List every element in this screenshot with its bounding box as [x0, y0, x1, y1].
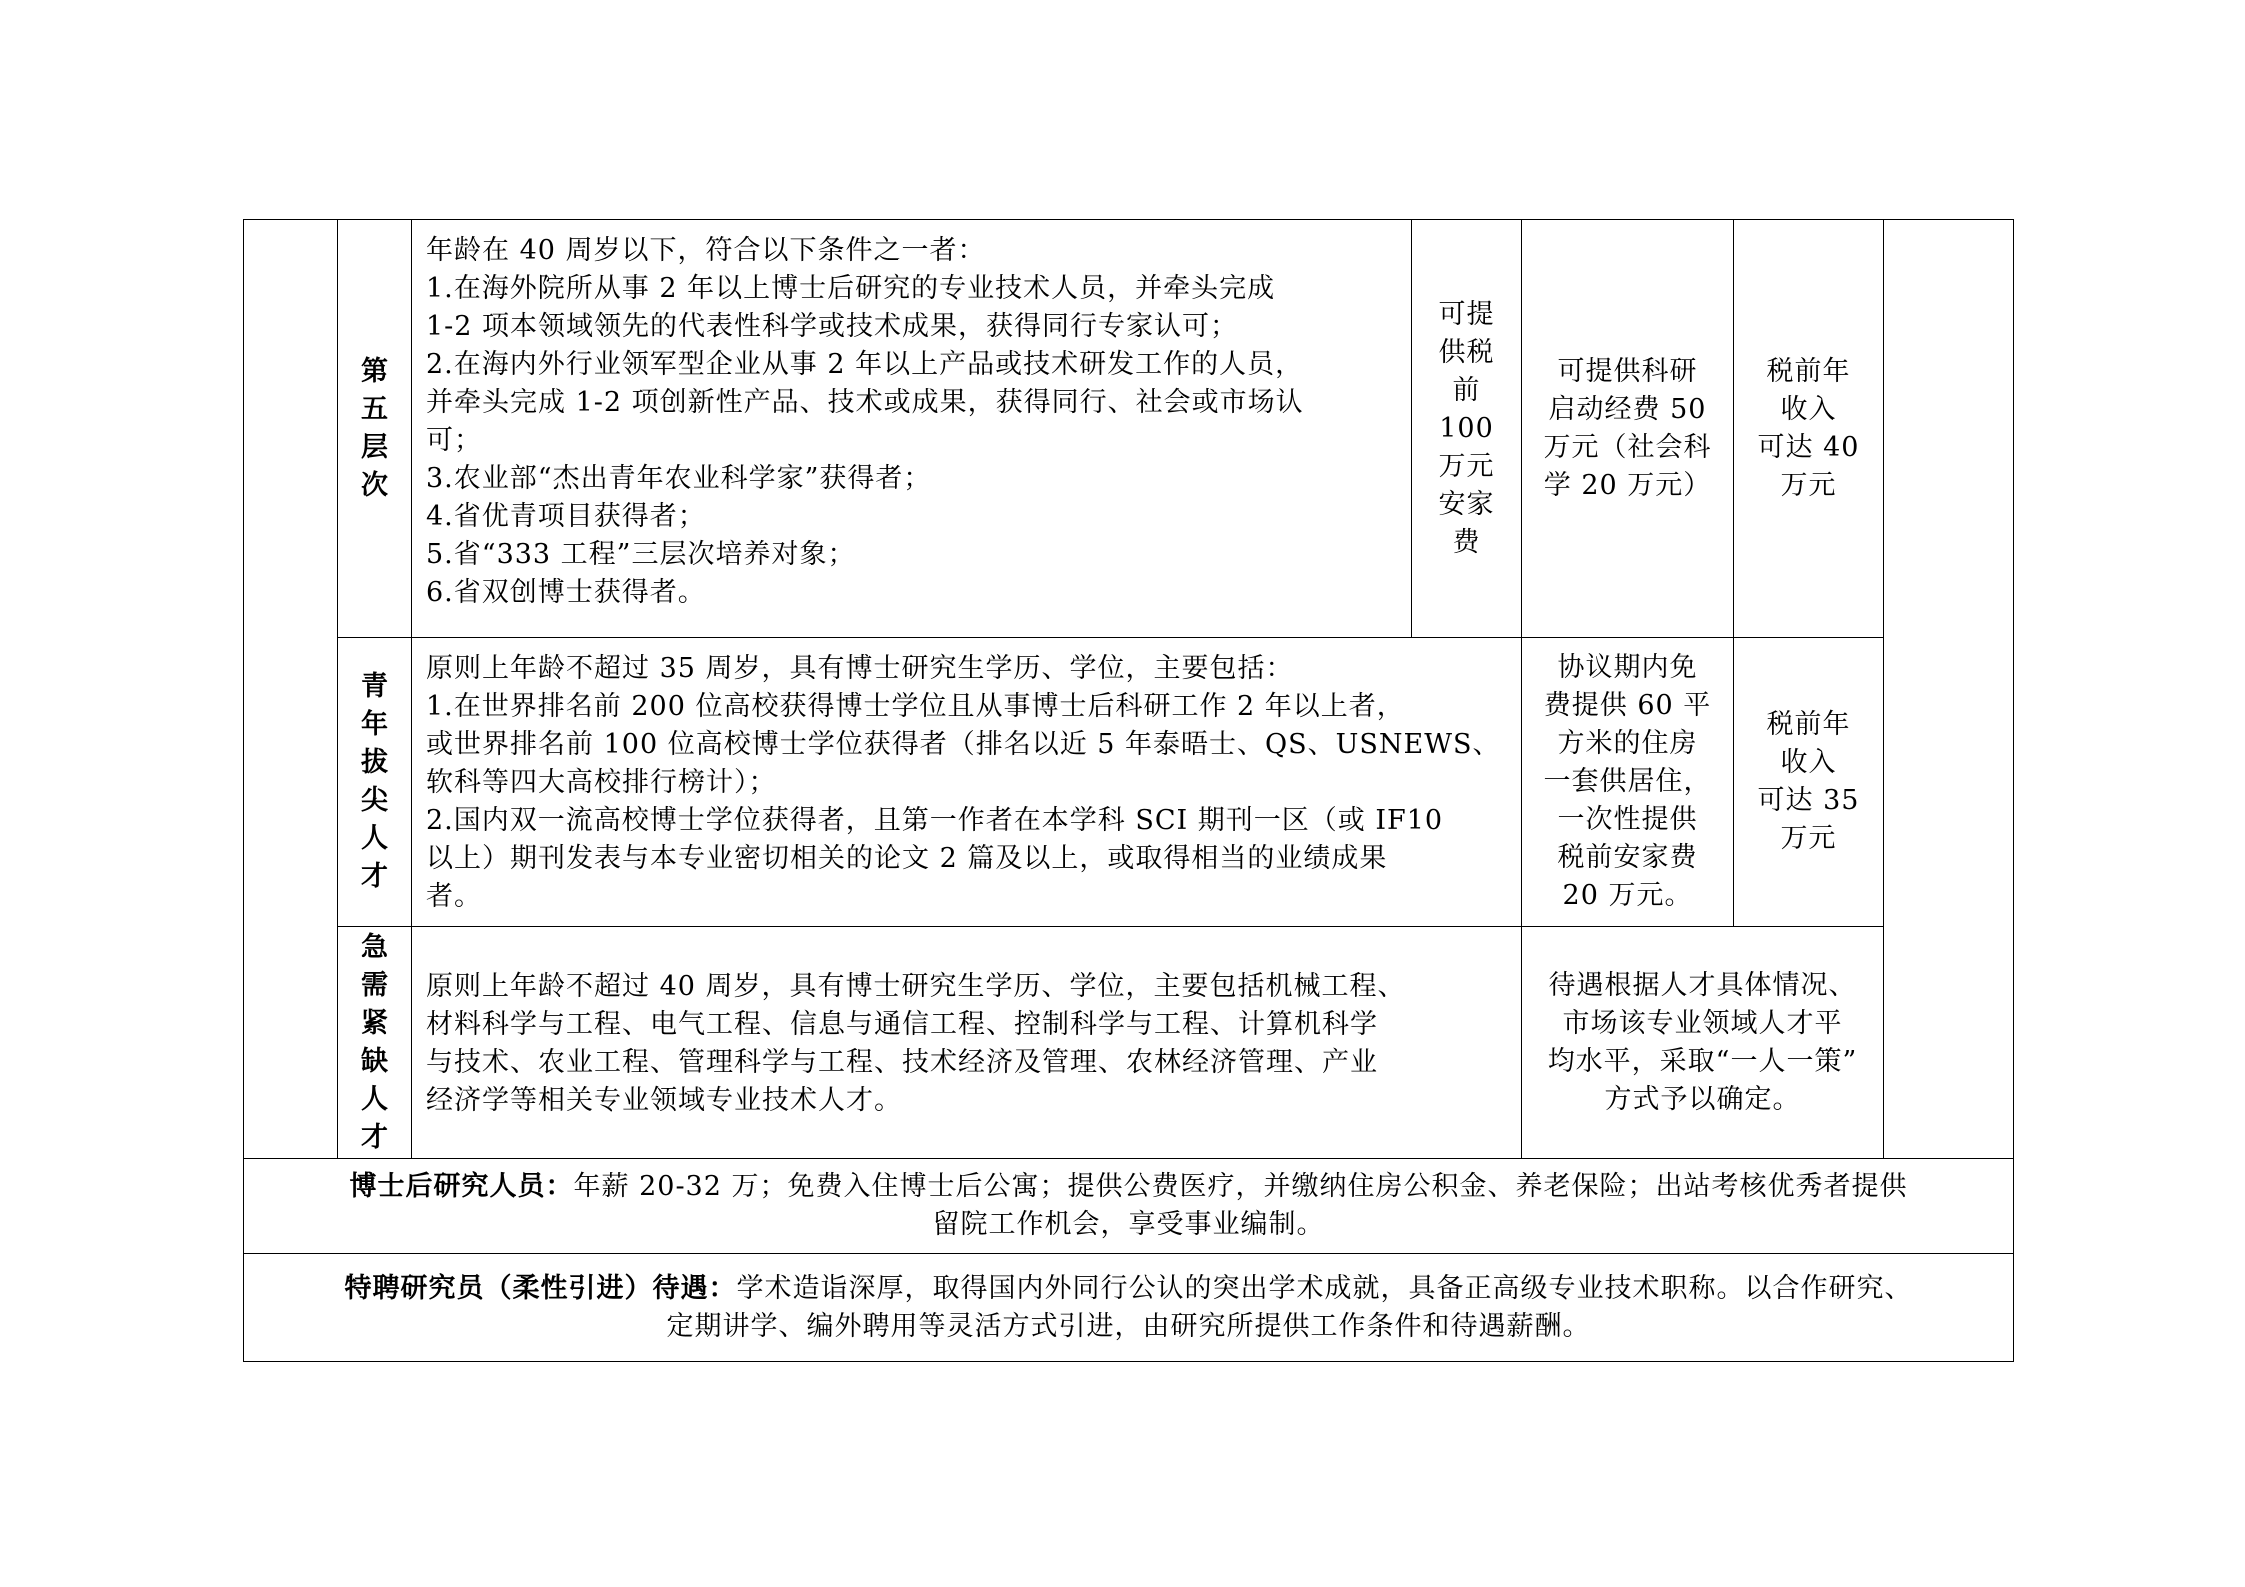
requirement-line: 或世界排名前 100 位高校博士学位获得者（排名以近 5 年泰晤士、QS、USNEWS、 [426, 729, 1501, 760]
requirement-line: 可； [426, 425, 482, 456]
requirement-line: 与技术、农业工程、管理科学与工程、技术经济及管理、农林经济管理、产业 [426, 1046, 1378, 1078]
special-researcher-cell [244, 1254, 2014, 1362]
income-line: 万元 [1780, 823, 1837, 854]
income-line: 税前年 [1766, 355, 1851, 387]
income-line: 万元 [1780, 469, 1837, 501]
housing-line: 一次性提供 [1557, 804, 1698, 835]
requirement-line: 者。 [426, 881, 482, 912]
postdoc-label: 博士后研究人员： [349, 1171, 574, 1202]
treatment-line: 均水平，采取“一人一策” [1547, 1045, 1858, 1077]
requirement-line: 5.省“333 工程”三层次培养对象； [426, 539, 856, 570]
young-talent-label [338, 638, 412, 927]
settle-fee-line: 万元 [1438, 450, 1495, 482]
housing-line: 协议期内免 [1557, 652, 1698, 683]
requirement-line: 并牵头完成 1-2 项创新性产品、技术或成果，获得同行、社会或市场认 [426, 387, 1304, 418]
label-char: 尖 [361, 785, 388, 816]
requirement-line: 1.在海外院所从事 2 年以上博士后研究的专业技术人员，并牵头完成 [426, 273, 1276, 304]
special-researcher-row [244, 1254, 2014, 1362]
urgent-talent-requirements [412, 927, 1522, 1159]
research-fund-line: 万元（社会科 [1543, 431, 1712, 463]
housing-line: 费提供 60 平 [1543, 690, 1712, 721]
postdoc-line1 [256, 1168, 2001, 1206]
postdoc-line2: 留院工作机会，享受事业编制。 [932, 1209, 1325, 1240]
requirement-line: 1-2 项本领域领先的代表性科学或技术成果，获得同行专家认可； [426, 311, 1239, 342]
requirement-line: 原则上年龄不超过 35 周岁，具有博士研究生学历、学位，主要包括： [426, 653, 1294, 684]
requirement-line: 3.农业部“杰出青年农业科学家”获得者； [426, 463, 932, 494]
urgent-talent-row [244, 927, 2014, 1159]
label-char: 年 [361, 709, 388, 740]
tier5-requirements [412, 220, 1412, 638]
postdoc-cell [244, 1159, 2014, 1254]
requirement-line: 4.省优青项目获得者； [426, 501, 706, 532]
requirement-line: 软科等四大高校排行榜计）； [426, 767, 777, 798]
research-fund-line: 启动经费 50 [1548, 393, 1707, 425]
housing-line: 20 万元。 [1562, 880, 1693, 911]
young-talent-housing [1522, 638, 1734, 927]
research-fund-line: 可提供科研 [1557, 355, 1698, 387]
label-char: 人 [361, 1083, 388, 1115]
settle-fee-line: 可提 [1438, 298, 1495, 330]
settle-fee-line: 安家 [1438, 488, 1495, 520]
treatment-line: 方式予以确定。 [1604, 1083, 1801, 1115]
income-line: 可达 35 [1757, 785, 1860, 816]
requirement-line: 年龄在 40 周岁以下，符合以下条件之一者： [426, 235, 986, 266]
settle-fee-line: 100 [1439, 412, 1494, 444]
housing-line: 税前安家费 [1557, 842, 1698, 873]
label-char: 缺 [361, 1045, 388, 1077]
settle-fee-line: 前 [1452, 374, 1481, 406]
postdoc-row [244, 1159, 2014, 1254]
postdoc-text1: 年薪 20-32 万；免费入住博士后公寓；提供公费医疗，并缴纳住房公积金、养老保险；出站考核优秀者提供 [573, 1171, 1908, 1202]
income-line: 可达 40 [1757, 431, 1860, 463]
housing-line: 一套供居住， [1543, 766, 1712, 797]
tier5-income [1734, 220, 1884, 638]
tier5-settle-fee [1412, 220, 1522, 638]
treatment-line: 市场该专业领域人才平 [1562, 1007, 1843, 1039]
label-char: 紧 [361, 1007, 388, 1039]
label-char: 急 [361, 931, 388, 963]
tier5-label [338, 220, 412, 638]
requirement-line: 原则上年龄不超过 40 周岁，具有博士研究生学历、学位，主要包括机械工程、 [426, 970, 1406, 1002]
special-line2: 定期讲学、编外聘用等灵活方式引进，由研究所提供工作条件和待遇薪酬。 [666, 1310, 1591, 1342]
label-char: 青 [361, 671, 388, 702]
young-talent-requirements [412, 638, 1522, 927]
special-text1: 学术造诣深厚，取得国内外同行公认的突出学术成就，具备正高级专业技术职称。以合作研究、 [736, 1272, 1913, 1304]
requirement-line: 以上）期刊发表与本专业密切相关的论文 2 篇及以上，或取得相当的业绩成果 [426, 843, 1388, 874]
special-researcher-label: 特聘研究员（柔性引进）待遇： [344, 1272, 737, 1304]
treatment-line: 待遇根据人才具体情况、 [1548, 969, 1857, 1001]
tier5-row [244, 220, 2014, 638]
settle-fee-line: 费 [1452, 526, 1481, 558]
requirement-line: 2.国内双一流高校博士学位获得者，且第一作者在本学科 SCI 期刊一区（或 IF10 [426, 805, 1444, 836]
housing-line: 方米的住房 [1557, 728, 1698, 759]
urgent-talent-treatment [1522, 927, 1884, 1159]
label-char: 人 [361, 823, 388, 854]
category-cell-empty [244, 220, 338, 1159]
label-char: 层 [361, 431, 388, 463]
talent-policy-table [243, 219, 2014, 1362]
requirement-line: 材料科学与工程、电气工程、信息与通信工程、控制科学与工程、计算机科学 [426, 1008, 1378, 1040]
label-char: 需 [361, 969, 388, 1001]
requirement-line: 6.省双创博士获得者。 [426, 577, 706, 608]
young-talent-row [244, 638, 2014, 927]
label-char: 拔 [361, 747, 388, 778]
remarks-cell-empty [1884, 220, 2014, 1159]
label-char: 五 [361, 393, 388, 425]
special-line1 [256, 1270, 2001, 1308]
requirement-line: 2.在海内外行业领军型企业从事 2 年以上产品或技术研发工作的人员， [426, 349, 1304, 380]
label-char: 次 [361, 469, 388, 501]
requirement-line: 1.在世界排名前 200 位高校获得博士学位且从事博士后科研工作 2 年以上者， [426, 691, 1405, 722]
label-char: 才 [361, 1121, 388, 1153]
settle-fee-line: 供税 [1438, 336, 1495, 368]
income-line: 收入 [1780, 747, 1837, 778]
income-line: 税前年 [1766, 709, 1851, 740]
tier5-research-fund [1522, 220, 1734, 638]
label-char: 第 [361, 355, 388, 387]
label-char: 才 [361, 861, 388, 892]
income-line: 收入 [1780, 393, 1837, 425]
young-talent-income [1734, 638, 1884, 927]
urgent-talent-label [338, 927, 412, 1159]
research-fund-line: 学 20 万元） [1543, 469, 1712, 501]
requirement-line: 经济学等相关专业领域专业技术人才。 [426, 1084, 902, 1116]
